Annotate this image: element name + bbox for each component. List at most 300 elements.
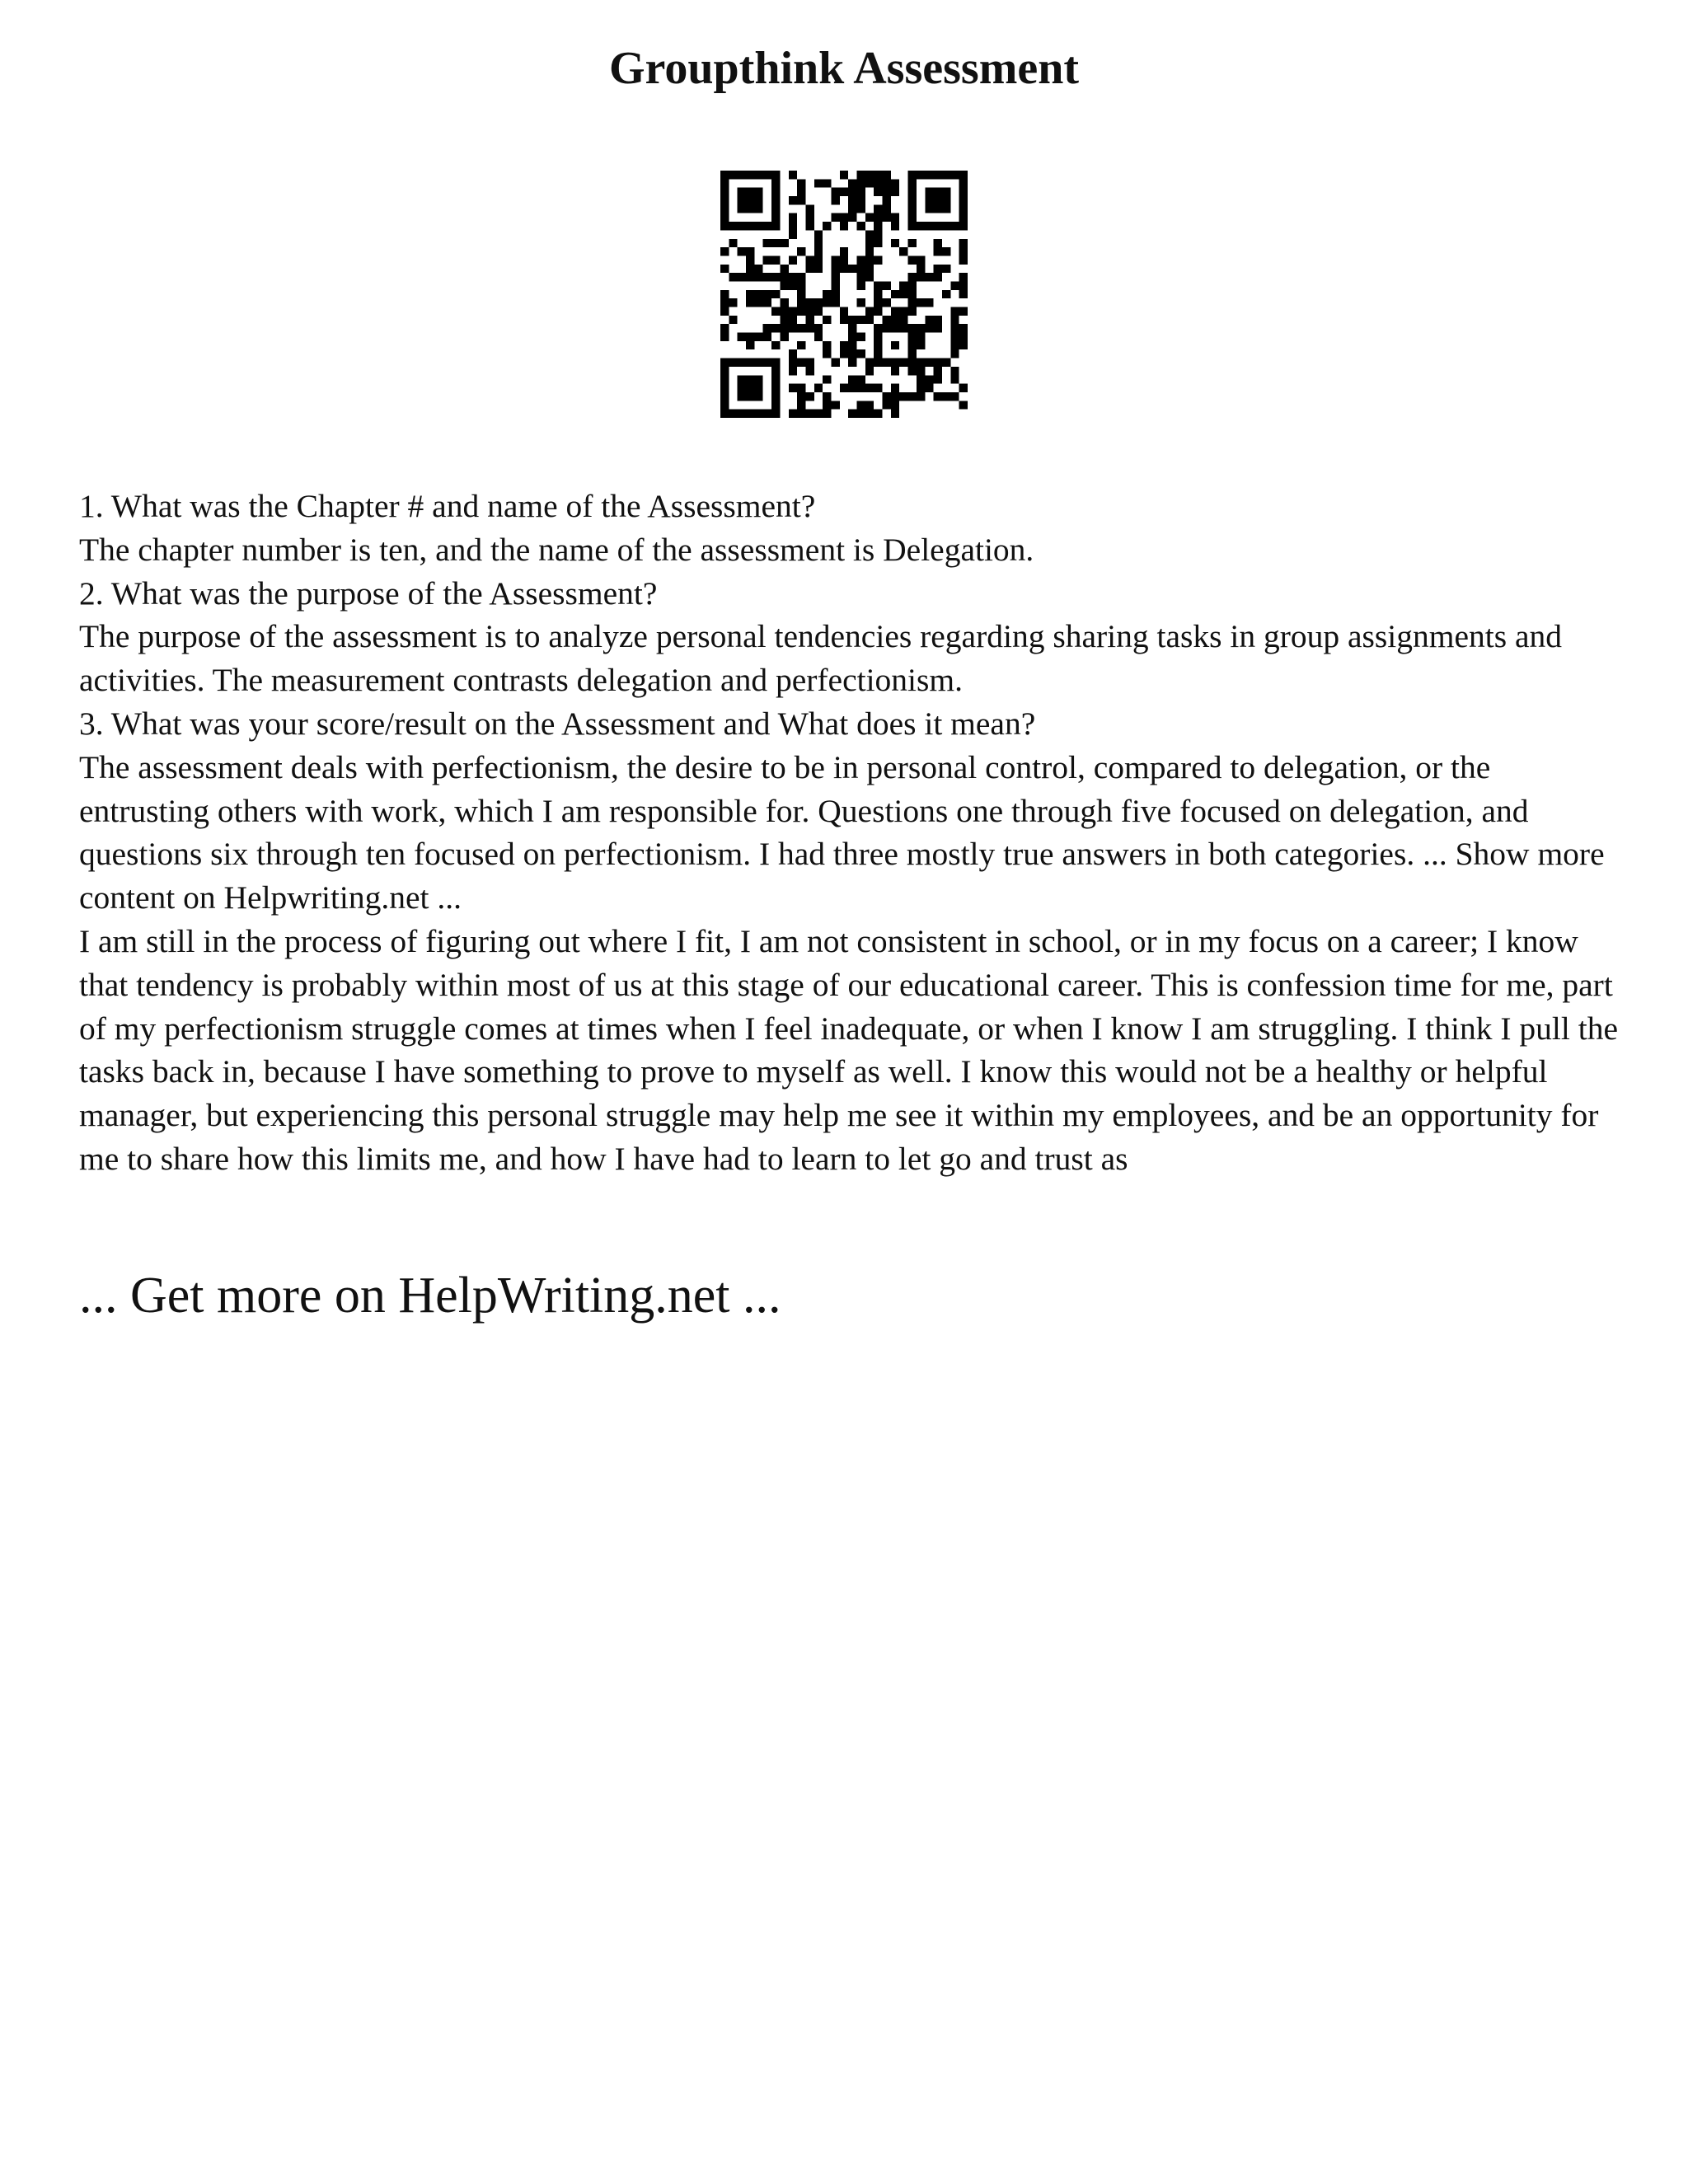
qr-module (848, 324, 856, 332)
qr-module (831, 188, 839, 196)
qr-module (950, 367, 959, 375)
qr-module (959, 290, 968, 298)
qr-module (857, 349, 865, 358)
qr-module (805, 298, 814, 307)
qr-module (959, 179, 968, 187)
qr-module (917, 341, 925, 349)
qr-module (814, 265, 823, 273)
qr-module (950, 333, 959, 341)
qr-module (763, 273, 771, 281)
qr-module (865, 179, 874, 187)
qr-module (959, 384, 968, 392)
qr-module (848, 384, 856, 392)
qr-module (729, 171, 737, 179)
qr-module (746, 171, 754, 179)
qr-module (805, 307, 814, 316)
qr-module (925, 316, 933, 324)
qr-module (857, 255, 865, 264)
qr-module (754, 290, 762, 298)
qr-module (746, 188, 754, 196)
qr-module (874, 281, 882, 289)
qr-module (942, 204, 950, 213)
qr-module (891, 290, 899, 298)
qr-module (805, 367, 814, 375)
qr-module (729, 298, 737, 307)
qr-module (883, 316, 891, 324)
qr-module (942, 171, 950, 179)
qr-module (720, 171, 729, 179)
qr-module (763, 324, 771, 332)
qr-module (720, 333, 729, 341)
qr-module (908, 171, 917, 179)
qr-module (840, 307, 848, 316)
qr-module (738, 384, 746, 392)
qr-module (891, 401, 899, 409)
qr-module (942, 222, 950, 230)
qr-module (908, 367, 917, 375)
qr-module (883, 188, 891, 196)
qr-module (959, 239, 968, 247)
qr-module (925, 324, 933, 332)
qr-module (934, 188, 942, 196)
qr-module (874, 341, 882, 349)
reflection-paragraph: I am still in the process of figuring out where I fit, I am not consistent in school, or in my focus on a career; I know that tendency is probably within most of us at this stage of our educational career. This is confession time for me, part of my perfectionism struggle comes at times when I feel inadequate, or when I know I am struggling. I think I pull the tasks back in, because I have something to prove to myself as well. I know this would not be a healthy or helpful manager, but experiencing this personal struggle may help me see it within my employees, and be an opportunity for me to share how this limits me, and how I have had to learn to let go and trust as (79, 922, 1618, 1177)
qr-module (857, 179, 865, 187)
qr-module (934, 196, 942, 204)
qr-module (805, 255, 814, 264)
qr-module (720, 213, 729, 222)
qr-module (950, 316, 959, 324)
qr-module (797, 188, 805, 196)
qr-module (763, 290, 771, 298)
qr-module (831, 281, 839, 289)
qr-module (754, 273, 762, 281)
qr-module (857, 188, 865, 196)
qr-module (925, 359, 933, 367)
qr-module (746, 359, 754, 367)
qr-module (738, 247, 746, 255)
answer-1: The chapter number is ten, and the name of the assessment is Delegation. (79, 531, 1034, 568)
qr-module (780, 281, 788, 289)
qr-module (934, 367, 942, 375)
qr-module (840, 222, 848, 230)
qr-module (857, 273, 865, 281)
qr-module (848, 188, 856, 196)
qr-module (959, 196, 968, 204)
qr-module (883, 298, 891, 307)
qr-module (925, 196, 933, 204)
qr-module (917, 333, 925, 341)
qr-module (729, 316, 737, 324)
qr-module (959, 255, 968, 264)
qr-module (805, 316, 814, 324)
qr-module (908, 213, 917, 222)
qr-module (780, 333, 788, 341)
qr-module (771, 384, 780, 392)
qr-module (899, 316, 907, 324)
qr-module (738, 188, 746, 196)
qr-module (908, 281, 917, 289)
qr-module (797, 384, 805, 392)
qr-module (891, 307, 899, 316)
qr-module (763, 359, 771, 367)
qr-module (934, 392, 942, 401)
qr-module (720, 179, 729, 187)
qr-module (942, 247, 950, 255)
qr-module (771, 324, 780, 332)
qr-module (720, 307, 729, 316)
qr-module (848, 196, 856, 204)
qr-module (771, 171, 780, 179)
qr-module (780, 324, 788, 332)
qr-module (848, 410, 856, 418)
question-2: 2. What was the purpose of the Assessment? (79, 574, 658, 612)
qr-module (925, 222, 933, 230)
qr-module (738, 375, 746, 383)
qr-module (891, 384, 899, 392)
qr-module (848, 333, 856, 341)
qr-module (831, 265, 839, 273)
qr-module (865, 384, 874, 392)
qr-module (857, 298, 865, 307)
qr-module (814, 239, 823, 247)
qr-module (805, 213, 814, 222)
qr-module (754, 392, 762, 401)
qr-module (771, 188, 780, 196)
qr-module (789, 281, 797, 289)
qr-module (874, 179, 882, 187)
qr-module (883, 213, 891, 222)
qr-module (738, 410, 746, 418)
qr-module (934, 239, 942, 247)
qr-module (942, 359, 950, 367)
qr-module (771, 204, 780, 213)
qr-module (831, 298, 839, 307)
qr-module (763, 171, 771, 179)
qr-module (883, 204, 891, 213)
qr-module (857, 333, 865, 341)
qr-module (797, 341, 805, 349)
qr-module (720, 290, 729, 298)
qr-module (874, 230, 882, 238)
qr-module (789, 349, 797, 358)
qr-module (814, 179, 823, 187)
qr-module (925, 375, 933, 383)
qr-module (950, 281, 959, 289)
qr-module (857, 196, 865, 204)
qr-module (746, 222, 754, 230)
qr-module (857, 204, 865, 213)
qr-module (857, 410, 865, 418)
qr-module (823, 298, 831, 307)
qr-module (874, 359, 882, 367)
qr-module (942, 196, 950, 204)
qr-module (823, 222, 831, 230)
qr-module (857, 171, 865, 179)
qr-module (754, 298, 762, 307)
qr-module (942, 290, 950, 298)
qr-module (874, 222, 882, 230)
qr-module (738, 273, 746, 281)
qr-module (917, 384, 925, 392)
qr-module (754, 204, 762, 213)
qr-module (865, 307, 874, 316)
qr-module (823, 392, 831, 401)
qr-module (848, 375, 856, 383)
qr-module (814, 247, 823, 255)
qr-module (720, 247, 729, 255)
qr-module (789, 410, 797, 418)
qr-module (934, 316, 942, 324)
qr-module (917, 265, 925, 273)
qr-module (934, 265, 942, 273)
qr-module (883, 401, 891, 409)
qr-module (771, 196, 780, 204)
qr-module (917, 273, 925, 281)
qr-module (720, 265, 729, 273)
qr-module (857, 401, 865, 409)
qr-module (959, 188, 968, 196)
qr-module (831, 196, 839, 204)
qr-module (840, 265, 848, 273)
qr-module (738, 392, 746, 401)
qr-module (917, 375, 925, 383)
qr-module (891, 222, 899, 230)
qr-module (814, 333, 823, 341)
qr-module (865, 359, 874, 367)
qr-module (959, 222, 968, 230)
qr-module (899, 307, 907, 316)
qr-module (874, 204, 882, 213)
qr-module (899, 281, 907, 289)
question-1: 1. What was the Chapter # and name of the Assessment? (79, 488, 816, 524)
qr-module (840, 341, 848, 349)
qr-module (729, 359, 737, 367)
qr-module (746, 255, 754, 264)
qr-module (865, 273, 874, 281)
qr-module (771, 410, 780, 418)
qr-module (959, 281, 968, 289)
qr-module (942, 188, 950, 196)
qr-module (729, 410, 737, 418)
qr-module (729, 273, 737, 281)
qr-module (934, 171, 942, 179)
qr-module (917, 324, 925, 332)
qr-module (771, 375, 780, 383)
qr-module (883, 392, 891, 401)
qr-module (883, 281, 891, 289)
qr-module (908, 359, 917, 367)
qr-module (771, 359, 780, 367)
qr-module (771, 273, 780, 281)
qr-module (823, 179, 831, 187)
qr-module (950, 349, 959, 358)
qr-module (763, 333, 771, 341)
qr-module (848, 316, 856, 324)
qr-module (891, 188, 899, 196)
qr-module (934, 204, 942, 213)
qr-module (908, 239, 917, 247)
qr-module (720, 204, 729, 213)
qr-module (831, 401, 839, 409)
qr-module (746, 290, 754, 298)
qr-module (959, 213, 968, 222)
qr-module (797, 307, 805, 316)
qr-module (908, 324, 917, 332)
qr-module (805, 204, 814, 213)
qr-module (908, 290, 917, 298)
qr-module (840, 255, 848, 264)
qr-module (771, 341, 780, 349)
qr-module (891, 239, 899, 247)
qr-module (959, 333, 968, 341)
qr-module (763, 410, 771, 418)
qr-module (934, 324, 942, 332)
qr-module (746, 265, 754, 273)
qr-module (891, 316, 899, 324)
qr-module (908, 204, 917, 213)
qr-module (831, 273, 839, 281)
qr-module (883, 324, 891, 332)
qr-module (771, 239, 780, 247)
qr-module (848, 349, 856, 358)
qr-module (814, 384, 823, 392)
qr-module (899, 247, 907, 255)
qr-module (754, 333, 762, 341)
qr-module (738, 171, 746, 179)
qr-module (891, 179, 899, 187)
qr-module (797, 298, 805, 307)
qr-module (950, 392, 959, 401)
qr-module (780, 298, 788, 307)
qr-module (720, 375, 729, 383)
qr-module (934, 273, 942, 281)
qr-module (797, 179, 805, 187)
qr-module (814, 410, 823, 418)
qr-module (754, 265, 762, 273)
qr-module (771, 367, 780, 375)
qr-module (746, 196, 754, 204)
answer-3: The assessment deals with perfectionism, the desire to be in personal control, compared to delegation, or the entrusting others with work, which I am responsible for. Questions one through five focused on delegation, and questions six through ten focused on perfectionism. I had three mostly true answers in both categories. ... Show more content on Helpwriting.net ... (79, 748, 1605, 916)
qr-module (891, 341, 899, 349)
qr-module (857, 384, 865, 392)
page-title: Groupthink Assessment (608, 43, 1079, 94)
qr-module (899, 392, 907, 401)
qr-module (720, 298, 729, 307)
qr-module (925, 273, 933, 281)
qr-module (746, 392, 754, 401)
qr-module (883, 196, 891, 204)
qr-module (959, 324, 968, 332)
qr-module (720, 392, 729, 401)
qr-module (891, 359, 899, 367)
qr-module (934, 222, 942, 230)
qr-module (925, 188, 933, 196)
qr-module (797, 410, 805, 418)
qr-module (891, 410, 899, 418)
qr-module (908, 392, 917, 401)
qr-module (925, 171, 933, 179)
qr-module (891, 213, 899, 222)
qr-module (831, 213, 839, 222)
qr-module (771, 307, 780, 316)
qr-module (780, 239, 788, 247)
qr-module (720, 384, 729, 392)
qr-module (805, 324, 814, 332)
qr-module (763, 298, 771, 307)
answer-2: The purpose of the assessment is to analyze personal tendencies regarding sharing tasks in group assignments and activities. The measurement contrasts delegation and perfectionism. (79, 618, 1562, 699)
qr-module (848, 213, 856, 222)
qr-module (840, 349, 848, 358)
qr-module (908, 307, 917, 316)
qr-module (917, 171, 925, 179)
qr-module (823, 410, 831, 418)
qr-module (959, 273, 968, 281)
get-more-link[interactable]: ... Get more on HelpWriting.net ... (79, 1268, 781, 1324)
qr-module (720, 410, 729, 418)
qr-module (720, 367, 729, 375)
qr-module (908, 273, 917, 281)
qr-module (780, 265, 788, 273)
qr-module (823, 349, 831, 358)
qr-module (771, 255, 780, 264)
qr-module (950, 375, 959, 383)
qr-module (950, 324, 959, 332)
qr-module (908, 222, 917, 230)
qr-module (874, 410, 882, 418)
qr-module (950, 307, 959, 316)
qr-module (789, 324, 797, 332)
qr-module (874, 239, 882, 247)
qr-module (840, 247, 848, 255)
qr-module (891, 392, 899, 401)
qr-module (789, 307, 797, 316)
qr-module (840, 213, 848, 222)
qr-module (797, 247, 805, 255)
qr-module (925, 204, 933, 213)
qr-module (789, 367, 797, 375)
qr-module (789, 171, 797, 179)
qr-module (797, 359, 805, 367)
qr-module (908, 333, 917, 341)
qr-module (754, 375, 762, 383)
qr-module (942, 265, 950, 273)
qr-module (917, 222, 925, 230)
question-3: 3. What was your score/result on the Assessment and What does it mean? (79, 705, 1036, 742)
qr-module (865, 401, 874, 409)
qr-module (771, 213, 780, 222)
qr-module (874, 290, 882, 298)
qr-module (746, 298, 754, 307)
qr-module (874, 307, 882, 316)
qr-module (874, 349, 882, 358)
qr-module (959, 171, 968, 179)
qr-module (917, 359, 925, 367)
qr-module (746, 375, 754, 383)
qr-module (789, 359, 797, 367)
qr-module (865, 410, 874, 418)
qr-module (899, 359, 907, 367)
qr-module (797, 324, 805, 332)
qr-module (874, 188, 882, 196)
qr-module (840, 171, 848, 179)
qr-module (959, 401, 968, 409)
qr-module (874, 384, 882, 392)
qr-module (874, 324, 882, 332)
qr-module (831, 290, 839, 298)
qr-module (908, 298, 917, 307)
qr-module (746, 410, 754, 418)
